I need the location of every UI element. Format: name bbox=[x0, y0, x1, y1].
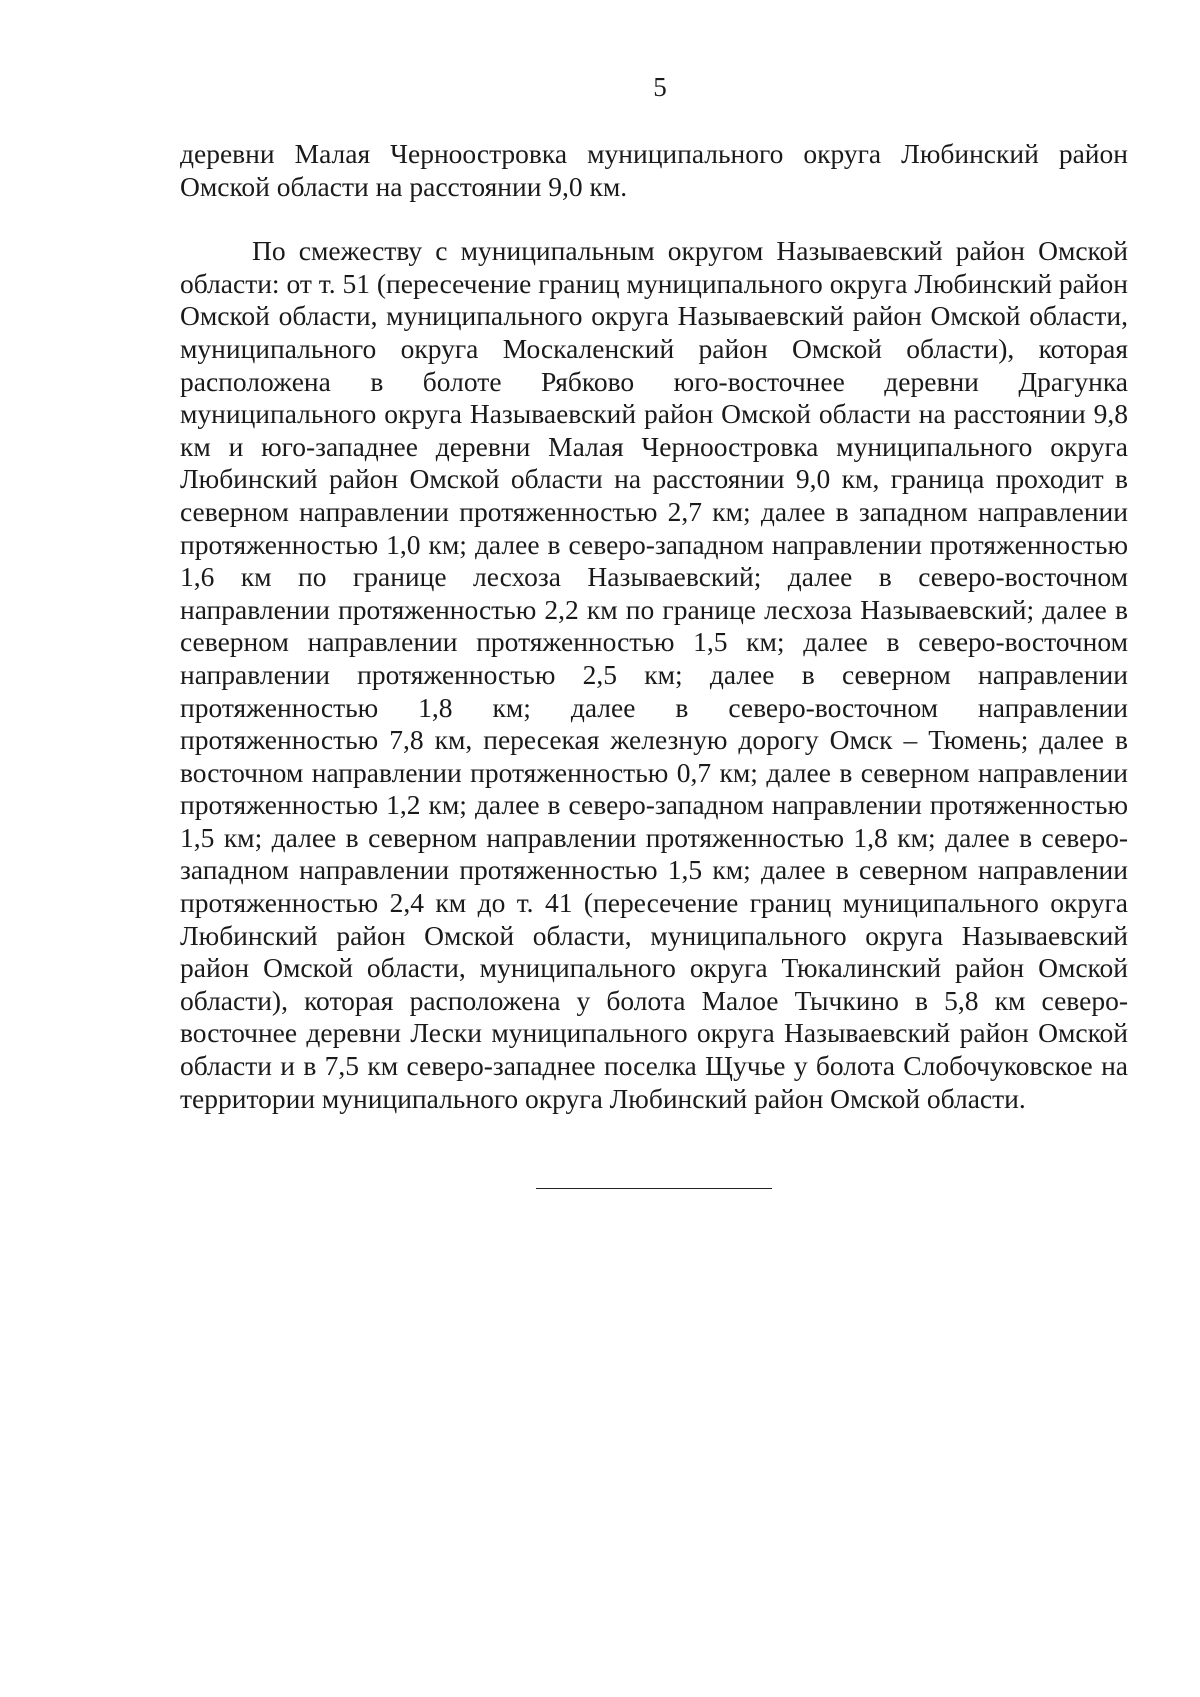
page-number: 5 bbox=[653, 72, 667, 102]
continuation-paragraph: деревни Малая Черноостровка муниципального округа Любинский район Омской области на расстоянии 9,0 км. bbox=[180, 138, 1128, 202]
document-body bbox=[180, 138, 1128, 1115]
boundary-description-paragraph: По смежеству с муниципальным округом Называевский район Омской области: от т. 51 (пересечение границ муниципального округа Любинский район Омской области, муниципального округа Называевский район Омской области, муниципального округа Москаленский район Омской области), которая расположена в болоте Рябково юго-восточнее деревни Драгунка муниципального округа Называевский район Омской области на расстоянии 9,8 км и юго-западнее деревни Малая Черноостровка муниципального округа Любинский район Омской области на расстоянии 9,0 км, граница проходит в северном направлении протяженностью 2,7 км; далее в западном направлении протяженностью 1,0 км; далее в северо-западном направлении протяженностью 1,6 км по границе лесхоза Называевский; далее в северо-восточном направлении протяженностью 2,2 км по границе лесхоза Называевский; далее в северном направлении протяженностью 1,5 км; далее в северо-восточном направлении протяженностью 2,5 км; далее в северном направлении протяженностью 1,8 км; далее в северо-восточном направлении протяженностью 7,8 км, пересекая железную дорогу Омск – Тюмень; далее в восточном направлении протяженностью 0,7 км; далее в северном направлении протяженностью 1,2 км; далее в северо-западном направлении протяженностью 1,5 км; далее в северном направлении протяженностью 1,8 км; далее в северо-западном направлении протяженностью 1,5 км; далее в северном направлении протяженностью 2,4 км до т. 41 (пересечение границ муниципального округа Любинский район Омской области, муниципального округа Называевский район Омской области, муниципального округа Тюкалинский район Омской области), которая расположена у болота Малое Тычкино в 5,8 км северо-восточнее деревни Лески муниципального округа Называевский район Омской области и в 7,5 км северо-западнее поселка Щучье у болота Слобочуковское на территории муниципального округа Любинский район Омской области. bbox=[180, 235, 1128, 1114]
end-of-text-rule bbox=[536, 1188, 772, 1189]
